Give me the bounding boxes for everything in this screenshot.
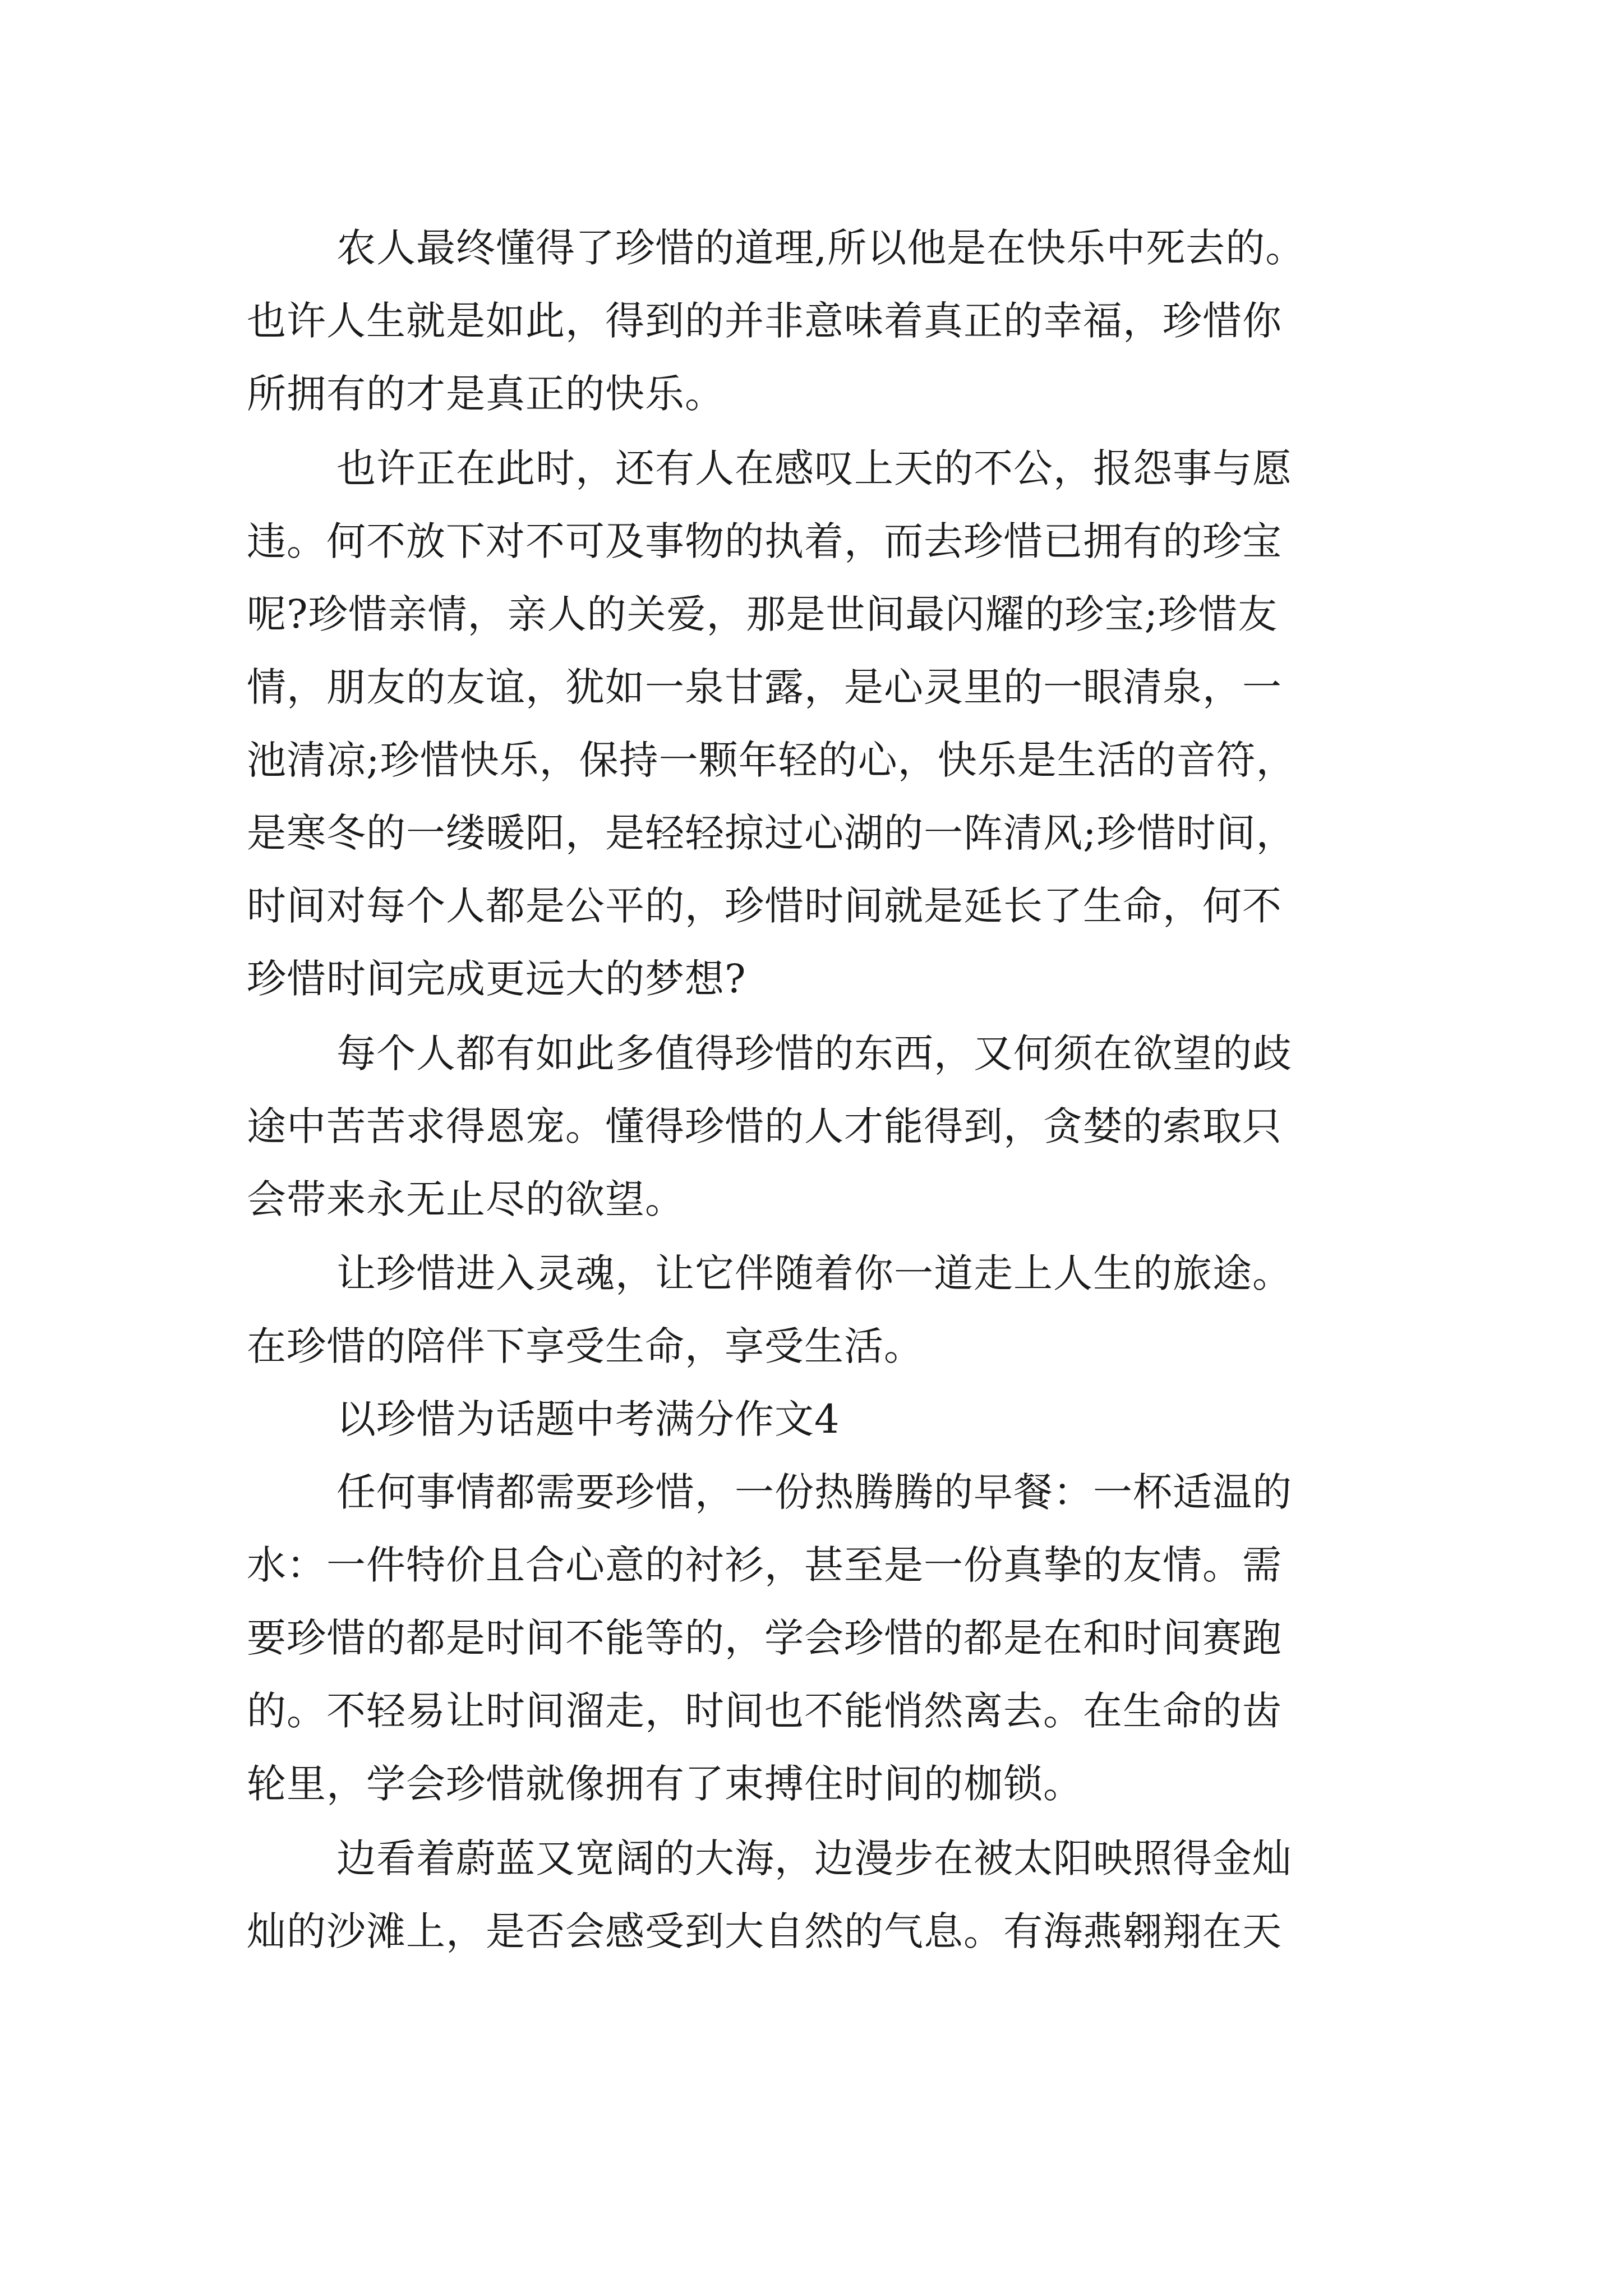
- text-line: 每个人都有如此多值得珍惜的东西，又何须在欲望的歧: [336, 1030, 1292, 1076]
- text-line: 的。不轻易让时间溜走，时间也不能悄然离去。在生命的齿: [247, 1688, 1282, 1734]
- text-line: 违。何不放下对不可及事物的执着，而去珍惜已拥有的珍宝: [247, 518, 1282, 564]
- text-line: 呢?珍惜亲情，亲人的关爱，那是世间最闪耀的珍宝;珍惜友: [247, 591, 1278, 637]
- text-line: 途中苦苦求得恩宠。懂得珍惜的人才能得到，贪婪的索取只: [247, 1103, 1282, 1149]
- text-line: 水：一件特价且合心意的衬衫，甚至是一份真挚的友情。需: [247, 1542, 1282, 1588]
- text-line: 让珍惜进入灵魂，让它伴随着你一道走上人生的旅途。: [336, 1250, 1292, 1296]
- text-line: 边看着蔚蓝又宽阔的大海，边漫步在被太阳映照得金灿: [336, 1835, 1292, 1881]
- text-line: 池清凉;珍惜快乐，保持一颗年轻的心，快乐是生活的音符，: [247, 737, 1296, 783]
- text-line: 所拥有的才是真正的快乐。: [247, 371, 725, 417]
- text-line: 也许人生就是如此，得到的并非意味着真正的幸福，珍惜你: [247, 298, 1282, 344]
- text-line: 珍惜时间完成更远大的梦想?: [247, 956, 746, 1002]
- text-line: 轮里，学会珍惜就像拥有了束搏住时间的枷锁。: [247, 1761, 1083, 1807]
- text-line: 任何事情都需要珍惜，一份热腾腾的早餐：一杯适温的: [336, 1469, 1292, 1515]
- text-line: 灿的沙滩上，是否会感受到大自然的气息。有海燕翱翔在天: [247, 1908, 1282, 1954]
- text-line: 情，朋友的友谊，犹如一泉甘露，是心灵里的一眼清泉，一: [247, 664, 1282, 710]
- text-line: 会带来永无止尽的欲望。: [247, 1176, 685, 1222]
- section-heading: 以珍惜为话题中考满分作文4: [336, 1396, 840, 1442]
- text-line: 要珍惜的都是时间不能等的，学会珍惜的都是在和时间赛跑: [247, 1615, 1282, 1661]
- text-line: 农人最终懂得了珍惜的道理,所以他是在快乐中死去的。: [336, 225, 1306, 271]
- text-line: 是寒冬的一缕暖阳，是轻轻掠过心湖的一阵清风;珍惜时间，: [247, 810, 1296, 856]
- text-line: 也许正在此时，还有人在感叹上天的不公，报怨事与愿: [336, 445, 1292, 491]
- text-line: 在珍惜的陪伴下享受生命，享受生活。: [247, 1323, 924, 1369]
- text-line: 时间对每个人都是公平的，珍惜时间就是延长了生命，何不: [247, 883, 1282, 929]
